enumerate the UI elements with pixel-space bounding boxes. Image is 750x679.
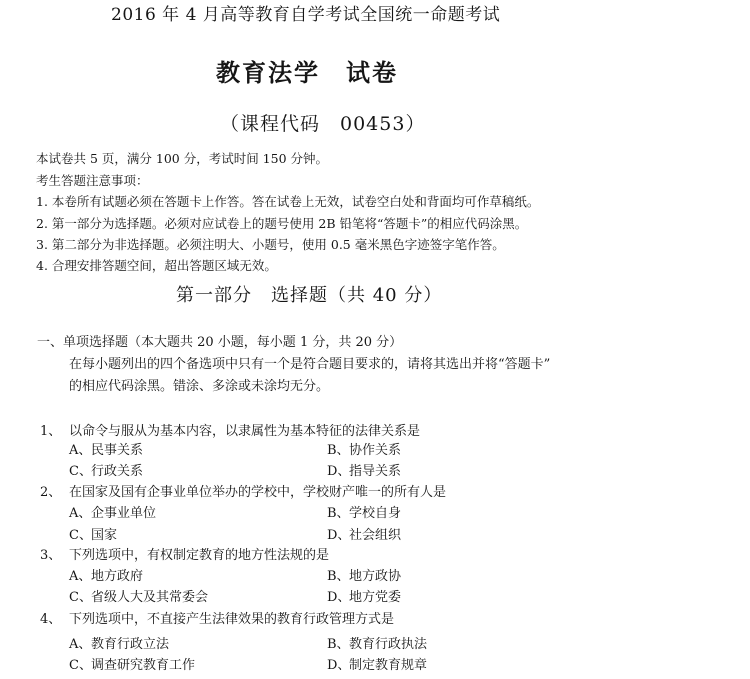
- notes-heading: 考生答题注意事项：: [36, 173, 149, 188]
- option-c: C、行政关系: [69, 464, 144, 479]
- option-b: B、教育行政执法: [327, 637, 428, 652]
- question-number: 4、: [40, 612, 62, 627]
- question-text: 以命令与服从为基本内容，以隶属性为基本特征的法律关系是: [69, 424, 421, 439]
- question-text: 下列选项中，有权制定教育的地方性法规的是: [69, 548, 330, 563]
- question-number: 1、: [40, 424, 62, 439]
- option-c: C、省级人大及其常委会: [69, 590, 209, 605]
- question-number: 3、: [40, 548, 62, 563]
- option-b: B、学校自身: [327, 506, 402, 521]
- exam-title: 教育法学 试卷: [216, 58, 398, 87]
- course-code: （课程代码 00453）: [220, 113, 426, 135]
- section-instructions-line: 在每小题列出的四个备选项中只有一个是符合题目要求的，请将其选出并将“答题卡”: [69, 357, 551, 372]
- option-d: D、地方党委: [327, 590, 402, 605]
- section-instructions-line: 的相应代码涂黑。错涂、多涂或未涂均无分。: [69, 379, 330, 394]
- option-a: A、教育行政立法: [69, 637, 170, 652]
- note-item: 4. 合理安排答题空间，超出答题区域无效。: [36, 258, 277, 273]
- note-item: 2. 第一部分为选择题。必须对应试卷上的题号使用 2B 铅笔将“答题卡”的相应代码涂黑。: [36, 216, 528, 231]
- part-one-title: 第一部分 选择题（共 40 分）: [176, 285, 443, 306]
- option-b: B、协作关系: [327, 443, 402, 458]
- section-title: 一、单项选择题（本大题共 20 小题，每小题 1 分，共 20 分）: [37, 335, 403, 350]
- option-c: C、调查研究教育工作: [69, 658, 196, 673]
- option-c: C、国家: [69, 528, 118, 543]
- question-text: 在国家及国有企事业单位举办的学校中，学校财产唯一的所有人是: [69, 485, 447, 500]
- option-b: B、地方政协: [327, 569, 402, 584]
- option-a: A、企事业单位: [69, 506, 157, 521]
- exam-header-line: 2016 年 4 月高等教育自学考试全国统一命题考试: [111, 5, 501, 25]
- note-item: 1. 本卷所有试题必须在答题卡上作答。答在试卷上无效，试卷空白处和背面均可作草稿纸。: [36, 194, 540, 209]
- option-d: D、制定教育规章: [327, 658, 428, 673]
- question-text: 下列选项中，不直接产生法律效果的教育行政管理方式是: [69, 612, 395, 627]
- note-item: 3. 第二部分为非选择题。必须注明大、小题号，使用 0.5 毫米黑色字迹签字笔作答。: [36, 237, 505, 252]
- option-d: D、指导关系: [327, 464, 402, 479]
- question-number: 2、: [40, 485, 62, 500]
- option-d: D、社会组织: [327, 528, 402, 543]
- exam-summary: 本试卷共 5 页，满分 100 分，考试时间 150 分钟。: [36, 151, 329, 166]
- option-a: A、地方政府: [69, 569, 144, 584]
- option-a: A、民事关系: [69, 443, 144, 458]
